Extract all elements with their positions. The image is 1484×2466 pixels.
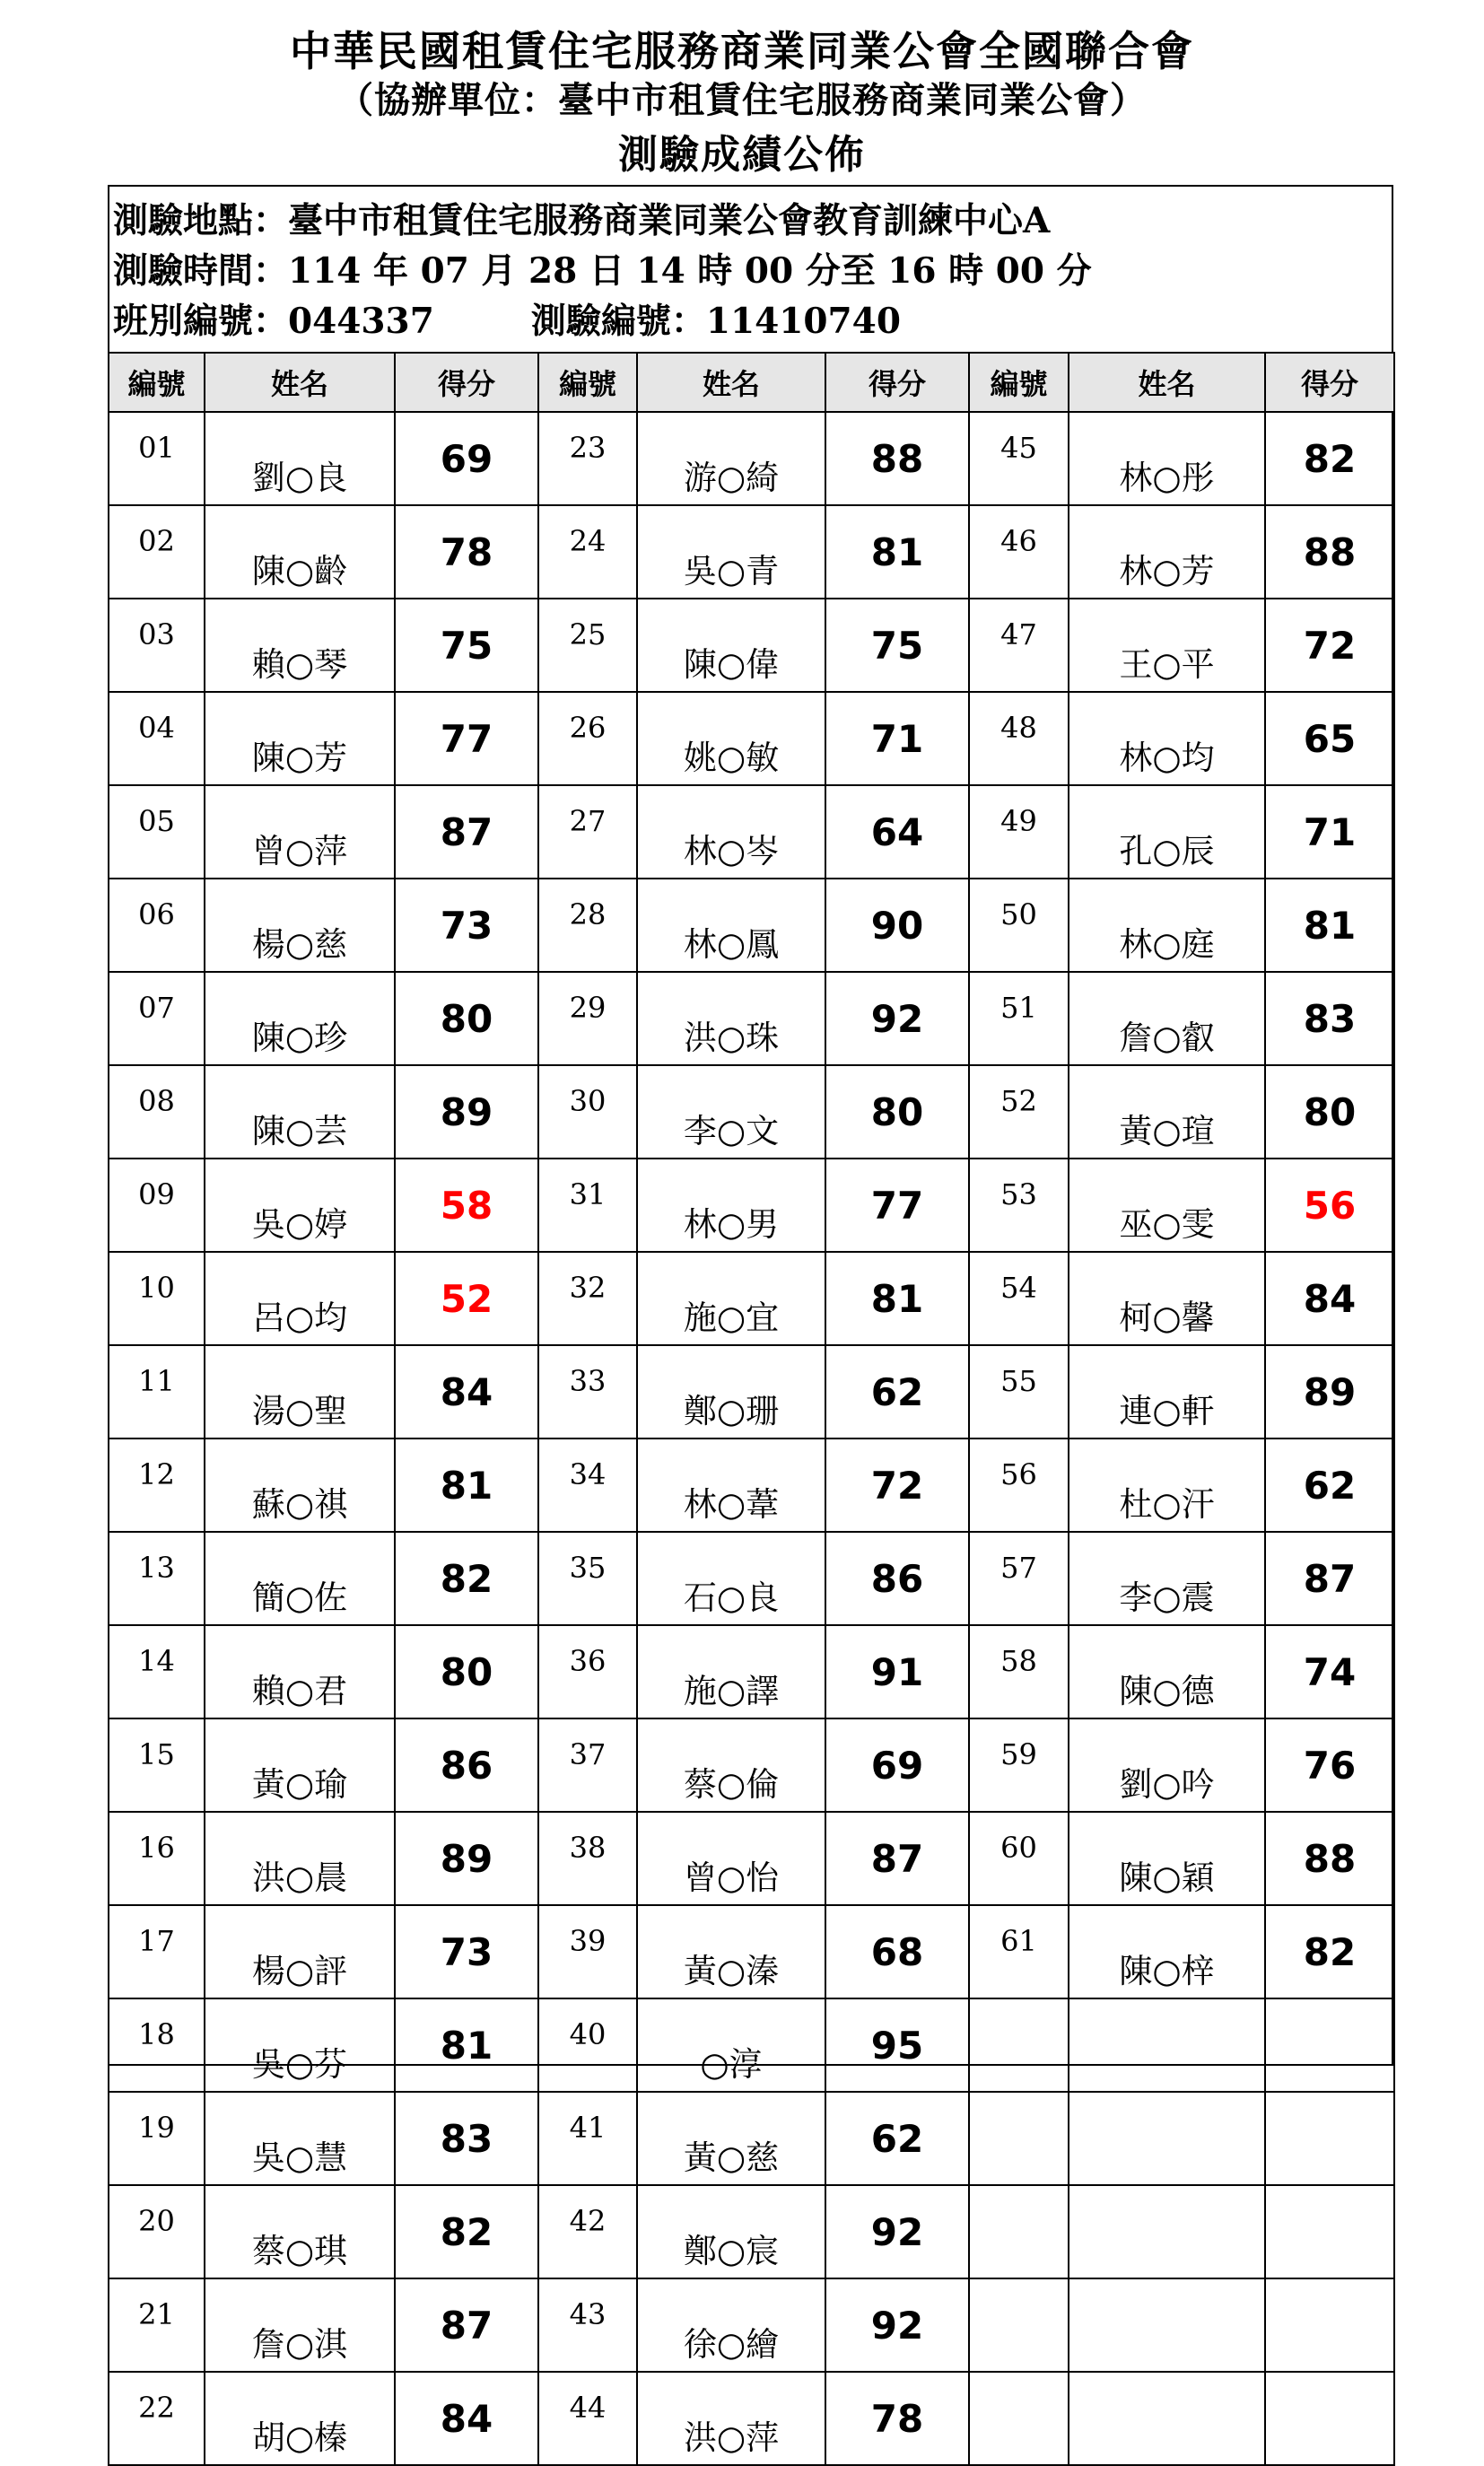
examinee-name: 柯○馨 xyxy=(1069,1252,1265,1345)
examinee-number: 24 xyxy=(538,505,637,599)
examinee-number: 02 xyxy=(109,505,205,599)
empty-cell xyxy=(1265,1998,1394,2092)
examinee-score: 89 xyxy=(1265,1345,1394,1438)
empty-cell xyxy=(969,2372,1069,2465)
examinee-number: 33 xyxy=(538,1345,637,1438)
examinee-number: 57 xyxy=(969,1532,1069,1625)
examinee-number: 48 xyxy=(969,692,1069,785)
empty-cell xyxy=(969,1998,1069,2092)
examinee-name: 鄭○珊 xyxy=(637,1345,825,1438)
examinee-number: 01 xyxy=(109,412,205,505)
examinee-number: 40 xyxy=(538,1998,637,2092)
table-row xyxy=(109,1905,1394,1998)
examinee-number: 11 xyxy=(109,1345,205,1438)
examinee-number: 12 xyxy=(109,1438,205,1532)
examinee-number: 14 xyxy=(109,1625,205,1718)
examinee-score: 80 xyxy=(1265,1065,1394,1159)
examinee-number: 41 xyxy=(538,2092,637,2185)
column-header-score: 得分 xyxy=(825,353,969,412)
examinee-score: 69 xyxy=(825,1718,969,1812)
examinee-score: 73 xyxy=(395,1905,538,1998)
location-label: 測驗地點： xyxy=(113,200,289,241)
examinee-score: 78 xyxy=(825,2372,969,2465)
time-value: 114 年 07 月 28 日 14 時 00 分至 16 時 00 分 xyxy=(288,250,1092,292)
examinee-name: 林○葦 xyxy=(637,1438,825,1532)
examinee-name: 孔○辰 xyxy=(1069,785,1265,879)
examinee-score: 82 xyxy=(1265,412,1394,505)
examinee-score: 81 xyxy=(395,1438,538,1532)
examinee-name: 劉○良 xyxy=(205,412,395,505)
examinee-number: 17 xyxy=(109,1905,205,1998)
examinee-name: 賴○琴 xyxy=(205,599,395,692)
examinee-score: 62 xyxy=(825,2092,969,2185)
examinee-number: 61 xyxy=(969,1905,1069,1998)
examinee-score: 65 xyxy=(1265,692,1394,785)
examinee-score: 68 xyxy=(825,1905,969,1998)
examinee-score: 87 xyxy=(395,2278,538,2372)
examinee-score: 62 xyxy=(1265,1438,1394,1532)
examinee-number: 05 xyxy=(109,785,205,879)
empty-cell xyxy=(1265,2092,1394,2185)
table-row xyxy=(109,1345,1394,1438)
examinee-name: 連○軒 xyxy=(1069,1345,1265,1438)
examinee-name: 陳○芳 xyxy=(205,692,395,785)
examinee-name: 簡○佐 xyxy=(205,1532,395,1625)
table-row xyxy=(109,692,1394,785)
table-row xyxy=(109,2278,1394,2372)
examinee-number: 58 xyxy=(969,1625,1069,1718)
examinee-name: 蔡○琪 xyxy=(205,2185,395,2278)
empty-cell xyxy=(1069,2185,1265,2278)
examinee-name: 黃○慈 xyxy=(637,2092,825,2185)
examinee-score: 92 xyxy=(825,972,969,1065)
time-line xyxy=(113,246,1393,296)
table-row xyxy=(109,412,1394,505)
column-header-name: 姓名 xyxy=(637,353,825,412)
location-value: 臺中市租賃住宅服務商業同業公會教育訓練中心A xyxy=(288,200,1051,241)
examinee-score: 69 xyxy=(395,412,538,505)
empty-cell xyxy=(1069,2278,1265,2372)
examinee-number: 26 xyxy=(538,692,637,785)
examinee-number: 21 xyxy=(109,2278,205,2372)
examinee-name: 洪○萍 xyxy=(637,2372,825,2465)
examinee-number: 46 xyxy=(969,505,1069,599)
examinee-number: 09 xyxy=(109,1159,205,1252)
table-row xyxy=(109,599,1394,692)
table-row xyxy=(109,1438,1394,1532)
empty-cell xyxy=(969,2092,1069,2185)
empty-cell xyxy=(1265,2185,1394,2278)
table-row xyxy=(109,1532,1394,1625)
examinee-number: 51 xyxy=(969,972,1069,1065)
empty-cell xyxy=(969,2185,1069,2278)
examinee-score: 81 xyxy=(1265,879,1394,972)
examinee-name: 陳○珍 xyxy=(205,972,395,1065)
examinee-name: 王○平 xyxy=(1069,599,1265,692)
examinee-name: 黃○溱 xyxy=(637,1905,825,1998)
examinee-number: 39 xyxy=(538,1905,637,1998)
examinee-score: 72 xyxy=(1265,599,1394,692)
examinee-score: 75 xyxy=(395,599,538,692)
examinee-number: 23 xyxy=(538,412,637,505)
examinee-score: 64 xyxy=(825,785,969,879)
examinee-name: 杜○汗 xyxy=(1069,1438,1265,1532)
examinee-name: 林○岑 xyxy=(637,785,825,879)
examinee-score: 86 xyxy=(825,1532,969,1625)
examinee-number: 29 xyxy=(538,972,637,1065)
examinee-score: 75 xyxy=(825,599,969,692)
examinee-name: 劉○吟 xyxy=(1069,1718,1265,1812)
examinee-name: 林○男 xyxy=(637,1159,825,1252)
empty-cell xyxy=(1069,2092,1265,2185)
examinee-score: 74 xyxy=(1265,1625,1394,1718)
examinee-name: 陳○梓 xyxy=(1069,1905,1265,1998)
document-title: 測驗成績公佈 xyxy=(618,132,866,178)
examinee-name: 洪○晨 xyxy=(205,1812,395,1905)
table-row xyxy=(109,972,1394,1065)
examinee-number: 37 xyxy=(538,1718,637,1812)
class-value: 044337 xyxy=(288,301,434,342)
examinee-name: 吳○婷 xyxy=(205,1159,395,1252)
examinee-name: 施○譯 xyxy=(637,1625,825,1718)
empty-cell xyxy=(1069,2372,1265,2465)
examinee-name: 吳○青 xyxy=(637,505,825,599)
examinee-number: 08 xyxy=(109,1065,205,1159)
table-row xyxy=(109,1812,1394,1905)
examinee-name: 胡○榛 xyxy=(205,2372,395,2465)
examinee-number: 53 xyxy=(969,1159,1069,1252)
examinee-number: 34 xyxy=(538,1438,637,1532)
table-row xyxy=(109,1159,1394,1252)
location-line xyxy=(113,196,1393,246)
examinee-score: 78 xyxy=(395,505,538,599)
examinee-score: 88 xyxy=(1265,505,1394,599)
examinee-name: 林○芳 xyxy=(1069,505,1265,599)
examinee-number: 19 xyxy=(109,2092,205,2185)
examinee-score: 71 xyxy=(1265,785,1394,879)
examinee-name: 施○宜 xyxy=(637,1252,825,1345)
examinee-number: 32 xyxy=(538,1252,637,1345)
examinee-score: 72 xyxy=(825,1438,969,1532)
examinee-score: 92 xyxy=(825,2278,969,2372)
examinee-name: 林○鳳 xyxy=(637,879,825,972)
examinee-number: 44 xyxy=(538,2372,637,2465)
examinee-name: 蔡○倫 xyxy=(637,1718,825,1812)
examinee-name: 蘇○祺 xyxy=(205,1438,395,1532)
examinee-name: 游○綺 xyxy=(637,412,825,505)
examinee-score: 91 xyxy=(825,1625,969,1718)
exam-label: 測驗編號： xyxy=(530,301,706,342)
examinee-number: 49 xyxy=(969,785,1069,879)
examinee-name: 陳○德 xyxy=(1069,1625,1265,1718)
examinee-name: 黃○瑜 xyxy=(205,1718,395,1812)
examinee-number: 45 xyxy=(969,412,1069,505)
table-row xyxy=(109,1998,1394,2092)
examinee-number: 38 xyxy=(538,1812,637,1905)
examinee-name: 詹○淇 xyxy=(205,2278,395,2372)
examinee-number: 59 xyxy=(969,1718,1069,1812)
examinee-number: 50 xyxy=(969,879,1069,972)
examinee-score: 84 xyxy=(395,1345,538,1438)
table-row xyxy=(109,1718,1394,1812)
examinee-score: 76 xyxy=(1265,1718,1394,1812)
class-label: 班別編號： xyxy=(113,301,289,342)
document-header xyxy=(0,25,1484,183)
column-header-number: 編號 xyxy=(969,353,1069,412)
examinee-score: 80 xyxy=(395,1625,538,1718)
table-row xyxy=(109,2372,1394,2465)
examinee-number: 22 xyxy=(109,2372,205,2465)
examinee-number: 52 xyxy=(969,1065,1069,1159)
score-table-body xyxy=(109,412,1394,2465)
examinee-name: 吳○慧 xyxy=(205,2092,395,2185)
examinee-score: 82 xyxy=(395,2185,538,2278)
examinee-name: 李○震 xyxy=(1069,1532,1265,1625)
column-header-number: 編號 xyxy=(538,353,637,412)
examinee-name: 林○均 xyxy=(1069,692,1265,785)
exam-info-block xyxy=(108,185,1393,354)
examinee-name: 鄭○宸 xyxy=(637,2185,825,2278)
table-row xyxy=(109,785,1394,879)
examinee-number: 60 xyxy=(969,1812,1069,1905)
examinee-score: 87 xyxy=(825,1812,969,1905)
examinee-name: 陳○穎 xyxy=(1069,1812,1265,1905)
examinee-score: 82 xyxy=(395,1532,538,1625)
column-header-name: 姓名 xyxy=(1069,353,1265,412)
examinee-name: ○淳 xyxy=(637,1998,825,2092)
examinee-number: 27 xyxy=(538,785,637,879)
examinee-number: 25 xyxy=(538,599,637,692)
examinee-score: 83 xyxy=(1265,972,1394,1065)
table-row xyxy=(109,1065,1394,1159)
column-header-score: 得分 xyxy=(1265,353,1394,412)
examinee-name: 徐○繪 xyxy=(637,2278,825,2372)
examinee-score: 83 xyxy=(395,2092,538,2185)
empty-cell xyxy=(1265,2372,1394,2465)
examinee-score: 81 xyxy=(825,1252,969,1345)
empty-cell xyxy=(969,2278,1069,2372)
examinee-score: 87 xyxy=(395,785,538,879)
organization-title: 中華民國租賃住宅服務商業同業公會全國聯合會 xyxy=(290,27,1194,75)
examinee-score: 90 xyxy=(825,879,969,972)
examinee-number: 20 xyxy=(109,2185,205,2278)
examinee-score: 92 xyxy=(825,2185,969,2278)
examinee-score: 80 xyxy=(825,1065,969,1159)
examinee-name: 李○文 xyxy=(637,1065,825,1159)
examinee-name: 楊○評 xyxy=(205,1905,395,1998)
examinee-score: 88 xyxy=(1265,1812,1394,1905)
examinee-score: 84 xyxy=(395,2372,538,2465)
time-label: 測驗時間： xyxy=(113,250,289,292)
examinee-score: 86 xyxy=(395,1718,538,1812)
examinee-name: 洪○珠 xyxy=(637,972,825,1065)
examinee-score: 82 xyxy=(1265,1905,1394,1998)
examinee-name: 姚○敏 xyxy=(637,692,825,785)
examinee-name: 曾○怡 xyxy=(637,1812,825,1905)
examinee-name: 陳○偉 xyxy=(637,599,825,692)
column-header-score: 得分 xyxy=(395,353,538,412)
examinee-number: 18 xyxy=(109,1998,205,2092)
examinee-number: 55 xyxy=(969,1345,1069,1438)
examinee-name: 吳○芬 xyxy=(205,1998,395,2092)
table-row xyxy=(109,2092,1394,2185)
examinee-score: 81 xyxy=(395,1998,538,2092)
examinee-number: 47 xyxy=(969,599,1069,692)
examinee-number: 28 xyxy=(538,879,637,972)
score-table xyxy=(108,352,1395,2466)
examinee-score: 80 xyxy=(395,972,538,1065)
table-row xyxy=(109,505,1394,599)
examinee-score: 56 xyxy=(1265,1159,1394,1252)
examinee-name: 詹○叡 xyxy=(1069,972,1265,1065)
table-row xyxy=(109,2185,1394,2278)
examinee-score: 95 xyxy=(825,1998,969,2092)
table-row xyxy=(109,879,1394,972)
examinee-name: 林○庭 xyxy=(1069,879,1265,972)
table-row xyxy=(109,1625,1394,1718)
examinee-score: 77 xyxy=(825,1159,969,1252)
examinee-number: 54 xyxy=(969,1252,1069,1345)
examinee-score: 71 xyxy=(825,692,969,785)
examinee-name: 賴○君 xyxy=(205,1625,395,1718)
examinee-number: 03 xyxy=(109,599,205,692)
examinee-number: 43 xyxy=(538,2278,637,2372)
column-header-number: 編號 xyxy=(109,353,205,412)
examinee-number: 30 xyxy=(538,1065,637,1159)
examinee-number: 06 xyxy=(109,879,205,972)
examinee-number: 35 xyxy=(538,1532,637,1625)
examinee-score: 73 xyxy=(395,879,538,972)
empty-cell xyxy=(1265,2278,1394,2372)
examinee-number: 42 xyxy=(538,2185,637,2278)
examinee-number: 07 xyxy=(109,972,205,1065)
examinee-name: 巫○雯 xyxy=(1069,1159,1265,1252)
empty-cell xyxy=(1069,1998,1265,2092)
examinee-score: 58 xyxy=(395,1159,538,1252)
examinee-name: 石○良 xyxy=(637,1532,825,1625)
examinee-score: 77 xyxy=(395,692,538,785)
examinee-name: 黃○瑄 xyxy=(1069,1065,1265,1159)
table-row xyxy=(109,1252,1394,1345)
examinee-name: 楊○慈 xyxy=(205,879,395,972)
examinee-score: 84 xyxy=(1265,1252,1394,1345)
column-header-name: 姓名 xyxy=(205,353,395,412)
examinee-score: 89 xyxy=(395,1812,538,1905)
examinee-number: 16 xyxy=(109,1812,205,1905)
examinee-number: 56 xyxy=(969,1438,1069,1532)
examinee-number: 36 xyxy=(538,1625,637,1718)
examinee-score: 89 xyxy=(395,1065,538,1159)
examinee-name: 呂○均 xyxy=(205,1252,395,1345)
examinee-score: 52 xyxy=(395,1252,538,1345)
examinee-score: 62 xyxy=(825,1345,969,1438)
co-organizer-line: （協辦單位：臺中市租賃住宅服務商業同業公會） xyxy=(337,79,1147,121)
class-exam-line xyxy=(113,296,1393,346)
exam-value: 11410740 xyxy=(705,301,901,342)
examinee-name: 林○彤 xyxy=(1069,412,1265,505)
examinee-name: 陳○齡 xyxy=(205,505,395,599)
examinee-name: 湯○聖 xyxy=(205,1345,395,1438)
examinee-number: 31 xyxy=(538,1159,637,1252)
examinee-number: 04 xyxy=(109,692,205,785)
examinee-number: 10 xyxy=(109,1252,205,1345)
examinee-name: 陳○芸 xyxy=(205,1065,395,1159)
examinee-score: 81 xyxy=(825,505,969,599)
table-header-row xyxy=(109,353,1394,412)
examinee-score: 87 xyxy=(1265,1532,1394,1625)
examinee-name: 曾○萍 xyxy=(205,785,395,879)
examinee-number: 13 xyxy=(109,1532,205,1625)
examinee-number: 15 xyxy=(109,1718,205,1812)
examinee-score: 88 xyxy=(825,412,969,505)
